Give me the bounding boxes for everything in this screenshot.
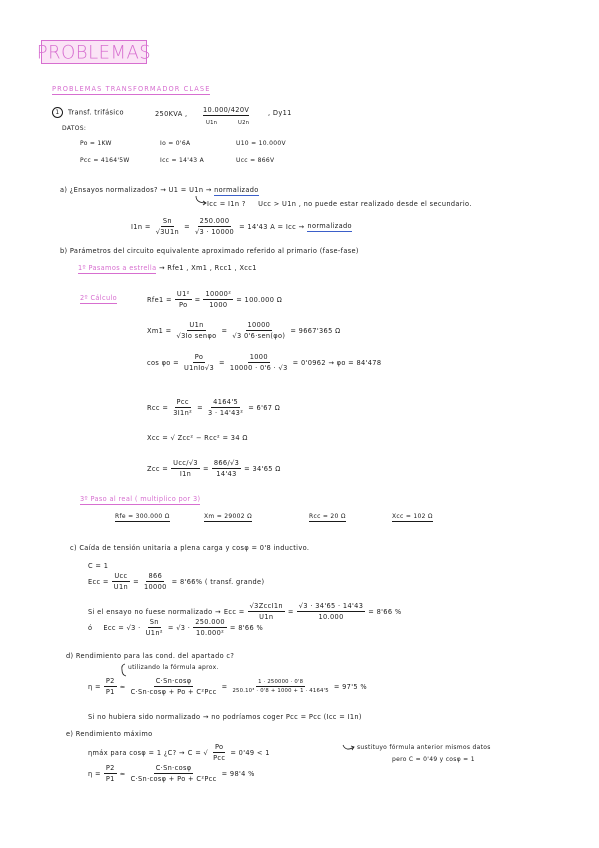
frac-num: Pcc [176, 398, 189, 406]
c-o-frac1 [144, 618, 165, 637]
b-step2 [80, 294, 117, 302]
subtitle-text: PROBLEMAS TRANSFORMADOR CLASE [52, 85, 211, 93]
b-rcc-frac2 [206, 398, 245, 417]
a-i1n-equation: I1n = $\frac{Sn}{√3U1n}$ = $\frac{250.000}{√3 \cdot 10000}$ = 14'43 A = Icc → normalizado [131, 217, 352, 236]
b-zcc-frac1 [171, 459, 200, 478]
d-heading: d) Rendimiento para las cond. del apartado c? [66, 652, 235, 660]
problem-number: 1 [52, 107, 63, 118]
e-eta-equation: η = $\frac{P2}{P1}$ ≈ $\frac{C\cdot Sn\cdot\cos\varphi}{\text{C·Sn·cosφ + Po + C²Pcc}}$ = 98'4 % [88, 764, 255, 783]
frac-num: Po [214, 743, 224, 751]
dato-ucc: Ucc = 866V [236, 157, 275, 164]
frac-num: C·Sn·cosφ [155, 677, 192, 685]
c-ecc-equation: Ecc = $\frac{\text{Ucc}}{U1n}$ = $\frac{866}{10000}$ = 8'66% ( transf. grande) [88, 572, 265, 591]
frac-num: P2 [105, 764, 115, 772]
b-real-rfe [115, 513, 170, 520]
frac-den: I1n [179, 470, 192, 478]
frac-num: U1² [176, 290, 190, 298]
problem-ratio [203, 106, 249, 114]
b-rcc-result: = 6'67 Ω [248, 403, 281, 412]
e-line1-frac [211, 743, 227, 762]
frac-num: 1 · 250000 · 0'8 [258, 679, 304, 685]
c-alt-result: = 8'66 % [368, 607, 402, 616]
a-i1n-frac1 [154, 217, 181, 236]
frac-num: Po [194, 353, 204, 361]
b-zcc-result: = 34'65 Ω [244, 464, 281, 473]
problem-name: Transf. trifásico [68, 108, 124, 117]
b-rfe-lhs: Rfe1 = [147, 295, 172, 304]
c-o-frac2 [193, 618, 227, 637]
frac-num: P2 [105, 677, 115, 685]
b-step1-label: 1º Pasamos a estrella [78, 264, 157, 272]
b-zcc-equation: Zcc = $\frac{\text{Ucc/√3}}{I1n}$ = $\frac{866/√3}{14'43}$ = 34'65 Ω [147, 459, 281, 478]
problem-connection: , Dy11 [268, 109, 292, 117]
b-real-xcc [392, 513, 433, 520]
b-step3 [80, 495, 200, 503]
dato-po: Po = 1KW [80, 140, 112, 147]
c-c-equals: C = 1 [88, 562, 109, 570]
frac-den: 10000 [143, 583, 167, 591]
e-line1-c: C = √ [187, 748, 209, 757]
ratio-value: 10.000/420V [203, 106, 250, 114]
curved-arrow-icon [194, 195, 208, 207]
frac-den: 10000 · 0'6 · √3 [229, 364, 288, 372]
a-i1n-frac2 [193, 217, 236, 236]
b-rcc-frac1 [171, 398, 194, 417]
datos-label: DATOS: [62, 125, 87, 132]
real-xcc-value: Xcc = 102 Ω [392, 513, 433, 520]
d-eta-equation: η = $\frac{P2}{P1}$ ≈ $\frac{C\cdot Sn\cdot\cos\varphi}{\text{C·Sn·cosφ + Po + C²Pcc}}$ = $\frac{1 \cdot 250000 \cdot 0'8}{\text{250.10³ · 0'8 + 1000 + 1 · 4164'5}}$ = 97'5 % [88, 677, 367, 696]
b-rfe-frac1 [175, 290, 192, 309]
frac-num: 10000² [205, 290, 232, 298]
frac-num: 10000 [247, 321, 271, 329]
b-cos-frac1 [182, 353, 216, 372]
b-rfe-result: = 100.000 Ω [236, 295, 283, 304]
c-ecc-frac2 [142, 572, 169, 591]
b-xm-equation: Xm1 = $\frac{U1n}{\text{√3Io senφo}}$ = $\frac{10000}{\text{√3 0'6·sen(φo)}}$ = 9667'365 Ω [147, 321, 341, 340]
frac-den: 250.10³ · 0'8 + 1000 + 1 · 4164'5 [232, 688, 329, 694]
b-cos-equation: cos φo = $\frac{Po}{\text{U1nIo√3}}$ = $\frac{1000}{10000 \cdot 0'6 \cdot √3}$ = 0'0962 → φo = 84'478 [147, 353, 382, 372]
frac-den: P1 [105, 775, 115, 783]
c-alt-lhs: Ecc = [223, 607, 245, 616]
e-note-b: pero C = 0'49 y cosφ = 1 [392, 756, 475, 763]
b-heading: b) Parámetros del circuito equivalente aproximado referido al primario (fase-fase) [60, 247, 359, 255]
frac-num: 250.000 [195, 618, 225, 626]
dato-io: Io = 0'6A [160, 140, 191, 147]
b-cos-frac2 [228, 353, 290, 372]
e-line1-b: = 0'49 < 1 [230, 748, 270, 757]
b-cos-lhs: cos φo = [147, 358, 179, 367]
b-step3-label: 3º Paso al real ( multiplico por 3) [80, 495, 201, 503]
frac-den: U1nIo√3 [184, 364, 215, 372]
b-cos-result: = 0'0962 → φo = 84'478 [292, 358, 382, 367]
frac-den: C·Sn·cosφ + Po + C²Pcc [130, 775, 217, 783]
frac-den: U1n [259, 613, 274, 621]
curved-arrow-icon [342, 743, 356, 753]
a-i1n-rest: = 14'43 A = Icc → [239, 222, 305, 231]
b-step1 [78, 264, 257, 272]
e-line1-a: ηmáx para cosφ = 1 ¿C? → [88, 748, 185, 757]
real-rfe-value: Rfe = 300.000 Ω [115, 513, 170, 520]
frac-num: 250.000 [199, 217, 230, 225]
frac-den: √3 · 10000 [194, 228, 235, 236]
e-eta-frac2 [129, 764, 219, 783]
frac-num: C·Sn·cosφ [155, 764, 192, 772]
problem-header [52, 107, 124, 118]
d-eta-frac1 [104, 677, 117, 696]
e-line1 [88, 743, 270, 762]
c-o-equation [88, 618, 263, 637]
c-ecc-lhs: Ecc = [88, 577, 109, 586]
e-eta-result: = 98'4 % [221, 769, 255, 778]
frac-den: 1000 [209, 301, 228, 309]
frac-num: 866/√3 [213, 459, 240, 467]
a-line2-a: Icc = I1n ? [207, 200, 246, 208]
b-rfe-equation: Rfe1 = $\frac{\text{U1²}}{Po}$ = $\frac{\text{10000²}}{1000}$ = 100.000 Ω [147, 290, 283, 309]
frac-den: Po [179, 301, 188, 309]
frac-den: C·Sn·cosφ + Po + C²Pcc [130, 688, 217, 696]
b-zcc-lhs: Zcc = [147, 464, 169, 473]
c-alt-equation: Si el ensayo no fuese normalizado → Ecc = $\frac{\text{√3ZccI1n}}{U1n}$ = $\frac{√3 \cdot 34'65 \cdot 14'43}{10.000}$ = 8'66 % [88, 602, 402, 621]
b-xm-result: = 9667'365 Ω [290, 326, 341, 335]
real-rcc-value: Rcc = 20 Ω [309, 513, 346, 520]
frac-den: P1 [105, 688, 115, 696]
frac-num: 866 [148, 572, 163, 580]
a-question [60, 186, 259, 194]
frac-den: √3 0'6·sen(φo) [232, 332, 286, 340]
problem-power: 250KVA , [155, 110, 188, 118]
frac-num: Sn [162, 217, 172, 225]
a-question-text: a) ¿Ensayos normalizados? → U1 = U1n → [60, 186, 212, 194]
frac-num: √3 · 34'65 · 14'43 [298, 602, 364, 610]
a-i1n-lhs: I1n = [131, 222, 151, 231]
a-line2 [207, 200, 472, 208]
frac-num: Sn [149, 618, 159, 626]
dato-pcc: Pcc = 4164'5W [80, 157, 130, 164]
frac-den: U1n² [145, 629, 163, 637]
c-alt-pre: Si el ensayo no fuese normalizado → [88, 607, 221, 616]
e-eta-frac1 [104, 764, 117, 783]
frac-num: √3ZccI1n [249, 602, 283, 610]
brace-icon [119, 663, 127, 677]
frac-den: 10.000 [318, 613, 344, 621]
b-xm-frac2 [230, 321, 287, 340]
b-rfe-frac2 [203, 290, 233, 309]
ratio-den-1: U1n [206, 120, 218, 126]
e-note-a: sustituyo fórmula anterior mismos datos [357, 744, 491, 751]
c-o-lhs: Ecc = √3 · [103, 623, 141, 632]
d-eta-frac3 [230, 679, 330, 694]
frac-num: Ucc/√3 [173, 459, 198, 467]
a-i1n-result: normalizado [307, 221, 352, 230]
c-ecc-frac1 [112, 572, 130, 591]
b-step2-label: 2º Cálculo [80, 294, 118, 302]
frac-den: 3 · 14'43² [208, 409, 244, 417]
frac-den: 3I1n² [173, 409, 193, 417]
b-xm-frac1 [175, 321, 219, 340]
frac-num: U1n [189, 321, 204, 329]
b-real-rcc [309, 513, 346, 520]
frac-num: 1000 [249, 353, 268, 361]
a-line2-b: Ucc > U1n , no puede estar realizado desde el secundario. [258, 200, 472, 208]
frac-den: Pcc [213, 754, 226, 762]
b-real-xm [204, 513, 252, 520]
d-eta-frac2 [129, 677, 219, 696]
d-note: utilizando la fórmula aprox. [128, 664, 219, 671]
section-subtitle [52, 85, 210, 93]
c-ecc-result: = 8'66% ( transf. grande) [171, 577, 265, 586]
ratio-den-2: U2n [238, 120, 250, 126]
a-question-result: normalizado [214, 186, 259, 194]
c-o-result: = 8'66 % [229, 623, 264, 632]
frac-den: U1n [113, 583, 129, 591]
page-title: PROBLEMAS [36, 40, 152, 64]
b-rcc-lhs: Rcc = [147, 403, 169, 412]
frac-den: 14'43 [216, 470, 237, 478]
e-heading: e) Rendimiento máximo [66, 730, 153, 738]
b-zcc-frac2 [212, 459, 241, 478]
frac-den: 10.000² [195, 629, 225, 637]
c-heading: c) Caída de tensión unitaria a plena carga y cosφ = 0'8 inductivo. [70, 544, 310, 552]
title-highlight [36, 40, 152, 64]
b-xm-lhs: Xm1 = [147, 326, 172, 335]
frac-num: 4164'5 [213, 398, 239, 406]
e-eta-lhs: η = [88, 769, 101, 778]
c-alt-frac2 [297, 602, 365, 621]
b-step1-rest: → Rfe1 , Xm1 , Rcc1 , Xcc1 [158, 264, 257, 272]
frac-den: √3U1n [155, 228, 180, 236]
c-o-mid: = √3 · [167, 623, 191, 632]
c-o-label: ó [88, 623, 93, 632]
d-eta-result: = 97'5 % [333, 682, 367, 691]
dato-u10: U10 = 10.000V [236, 140, 286, 147]
d-note2: Si no hubiera sido normalizado → no podríamos coger Pcc = Pcc (Icc = I1n) [88, 713, 362, 721]
real-xm-value: Xm = 29002 Ω [204, 513, 252, 520]
frac-den: √3Io senφo [176, 332, 217, 340]
b-rcc-equation: Rcc = $\frac{\text{Pcc}}{\text{3I1n²}}$ = $\frac{4164'5}{\text{3 · 14'43²}}$ = 6'67 Ω [147, 398, 281, 417]
b-xcc-equation: Xcc = √ Zcc² − Rcc² = 34 Ω [147, 434, 248, 442]
dato-icc: Icc = 14'43 A [160, 157, 205, 164]
frac-num: Ucc [114, 572, 128, 580]
d-eta-lhs: η = [88, 682, 101, 691]
